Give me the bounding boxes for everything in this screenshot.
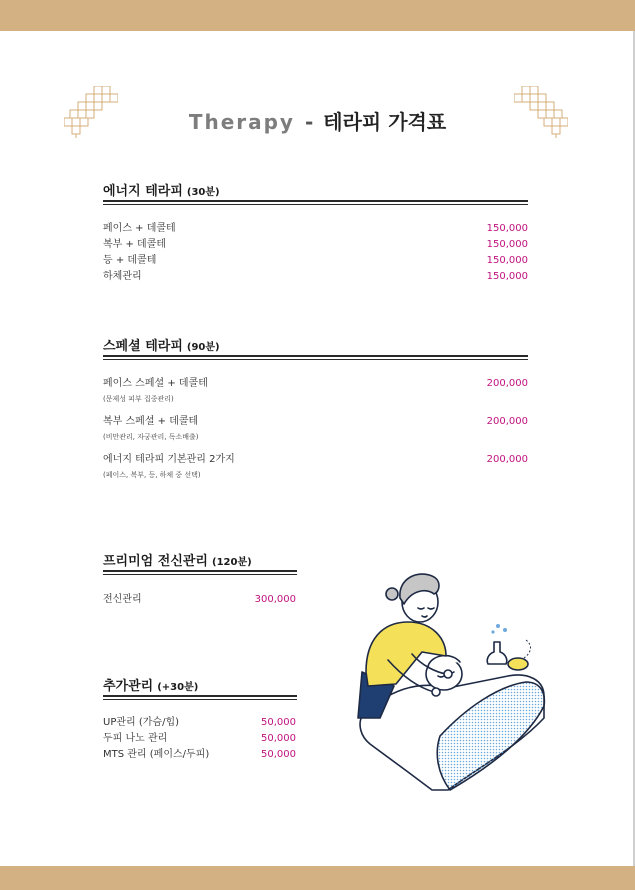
item-price: 50,000 bbox=[261, 733, 296, 744]
price-row bbox=[103, 716, 296, 730]
item-name: MTS 관리 (페이스/두피) bbox=[103, 749, 210, 760]
section-heading-special bbox=[103, 335, 220, 354]
section-rule bbox=[103, 200, 528, 202]
price-row bbox=[103, 222, 528, 236]
item-name: 페이스 스페셜 + 데콜테 bbox=[103, 378, 208, 389]
section-duration: (90분) bbox=[186, 342, 220, 353]
section-rule bbox=[103, 695, 297, 697]
item-price: 300,000 bbox=[254, 594, 296, 605]
item-price: 150,000 bbox=[486, 255, 528, 266]
price-row bbox=[103, 377, 528, 391]
section-rule bbox=[103, 355, 528, 357]
item-name: 두피 나노 관리 bbox=[103, 733, 168, 744]
item-price: 50,000 bbox=[261, 749, 296, 760]
section-heading-extra bbox=[103, 675, 198, 694]
title-english: Therapy bbox=[188, 110, 295, 134]
item-name: UP관리 (가슴/힙) bbox=[103, 717, 180, 728]
item-note: (비만관리, 자궁관리, 독소배출) bbox=[103, 433, 199, 441]
item-name: 등 + 데콜테 bbox=[103, 255, 157, 266]
massage-illustration bbox=[348, 568, 548, 793]
item-price: 150,000 bbox=[486, 271, 528, 282]
item-price: 150,000 bbox=[486, 223, 528, 234]
bottom-band bbox=[0, 866, 635, 890]
section-title: 추가관리 bbox=[103, 679, 154, 694]
price-row bbox=[103, 238, 528, 252]
section-duration: (+30분) bbox=[157, 682, 199, 693]
item-name: 하체관리 bbox=[103, 271, 142, 282]
top-band bbox=[0, 0, 635, 31]
section-heading-energy bbox=[103, 180, 220, 199]
item-price: 200,000 bbox=[486, 378, 528, 389]
section-title: 프리미엄 전신관리 bbox=[103, 554, 208, 569]
title-dash: - bbox=[304, 110, 314, 134]
section-duration: (30분) bbox=[186, 187, 220, 198]
price-row bbox=[103, 254, 528, 268]
item-name: 페이스 + 데콜테 bbox=[103, 223, 176, 234]
item-note: (문제성 피부 집중관리) bbox=[103, 395, 174, 403]
title-korean: 테라피 가격표 bbox=[323, 110, 447, 134]
section-duration: (120분) bbox=[212, 557, 252, 568]
item-price: 200,000 bbox=[486, 454, 528, 465]
price-row bbox=[103, 453, 528, 467]
section-rule bbox=[103, 570, 297, 572]
price-row bbox=[103, 732, 296, 746]
item-name: 복부 + 데콜테 bbox=[103, 239, 167, 250]
item-name: 복부 스페셜 + 데콜테 bbox=[103, 416, 199, 427]
section-title: 에너지 테라피 bbox=[103, 184, 183, 199]
page-title bbox=[0, 106, 635, 135]
price-row bbox=[103, 270, 528, 284]
item-price: 200,000 bbox=[486, 416, 528, 427]
price-row bbox=[103, 415, 528, 429]
item-name: 전신관리 bbox=[103, 594, 142, 605]
price-row bbox=[103, 748, 296, 762]
section-title: 스페셜 테라피 bbox=[103, 339, 183, 354]
item-name: 에너지 테라피 기본관리 2가지 bbox=[103, 454, 235, 465]
price-row bbox=[103, 593, 296, 607]
section-heading-premium bbox=[103, 550, 252, 569]
item-note: (페이스, 복부, 등, 하체 중 선택) bbox=[103, 471, 201, 479]
item-price: 50,000 bbox=[261, 717, 296, 728]
item-price: 150,000 bbox=[486, 239, 528, 250]
